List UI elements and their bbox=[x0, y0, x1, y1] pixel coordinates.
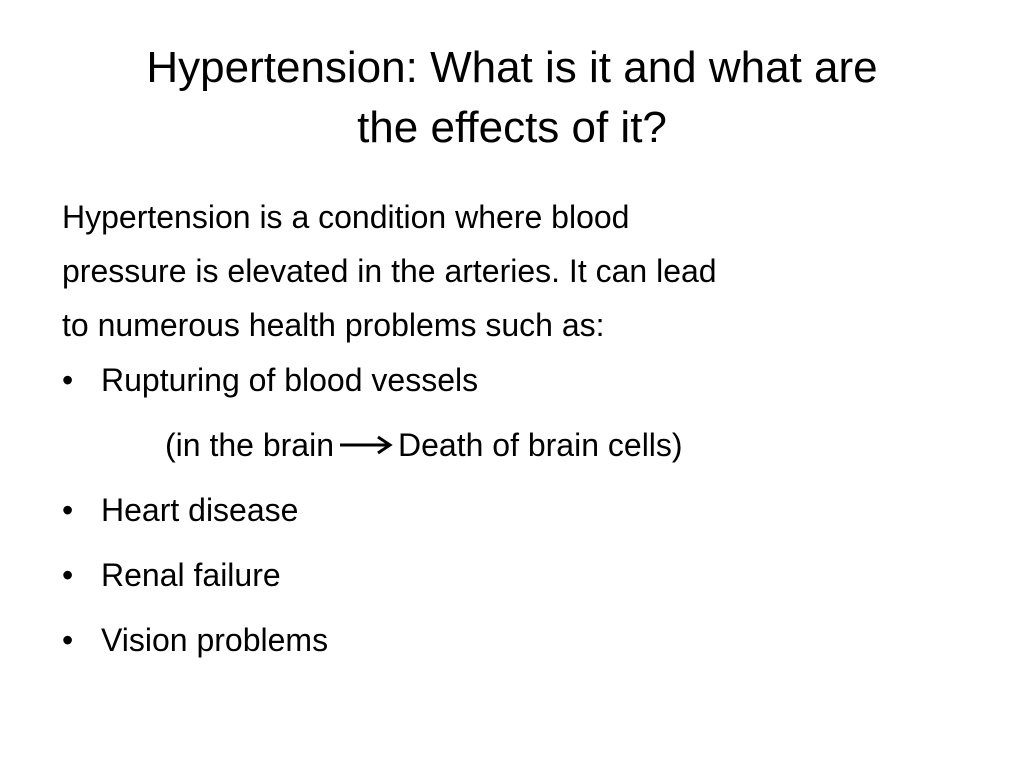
list-item-label: Heart disease bbox=[101, 492, 299, 528]
intro-line-3: to numerous health problems such as: bbox=[62, 307, 605, 343]
title-line-1: Hypertension: What is it and what are bbox=[146, 43, 878, 92]
subnote-left-text: (in the brain bbox=[165, 427, 334, 463]
subnote-right-text: Death of brain cells) bbox=[397, 427, 683, 463]
list-subnote-brain bbox=[62, 421, 962, 469]
bullet-icon: • bbox=[62, 492, 74, 528]
intro-line-1: Hypertension is a condition where blood bbox=[62, 199, 630, 235]
bullet-icon: • bbox=[62, 362, 74, 398]
bullet-icon: • bbox=[62, 622, 74, 658]
list-item-renal-failure bbox=[62, 551, 962, 599]
list-item-label: Rupturing of blood vessels bbox=[101, 362, 479, 398]
list-item-label: Vision problems bbox=[101, 622, 329, 658]
right-arrow-icon bbox=[338, 433, 394, 457]
slide-body bbox=[62, 190, 962, 681]
slide-title bbox=[40, 38, 984, 158]
list-item-vision-problems bbox=[62, 616, 962, 664]
effects-list bbox=[62, 356, 962, 664]
title-line-2: the effects of it? bbox=[357, 103, 667, 152]
intro-paragraph bbox=[62, 190, 962, 352]
list-item-heart-disease bbox=[62, 486, 962, 534]
list-item-label: Renal failure bbox=[101, 557, 281, 593]
list-item-rupturing bbox=[62, 356, 962, 404]
bullet-icon: • bbox=[62, 557, 74, 593]
intro-line-2: pressure is elevated in the arteries. It can lead bbox=[62, 253, 717, 289]
